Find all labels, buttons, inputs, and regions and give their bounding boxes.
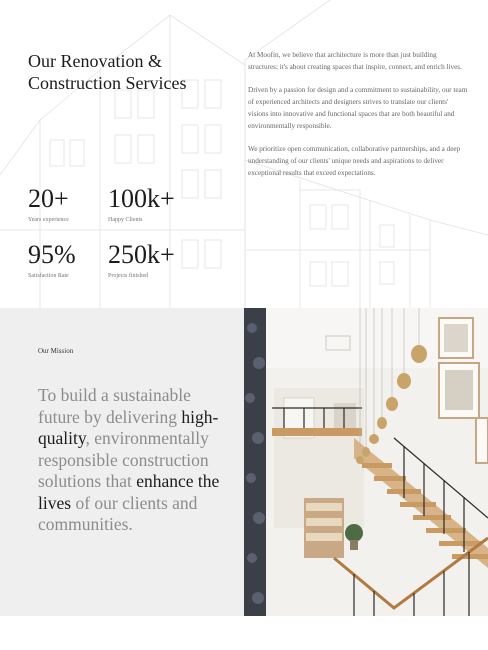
stat-satisfaction-rate	[28, 241, 76, 280]
stat-projects-finished	[108, 241, 175, 280]
services-title-line2: Construction Services	[28, 73, 187, 93]
mission-text: of our clients and communities.	[38, 492, 198, 534]
stat-value: 100k+	[108, 184, 175, 213]
mission-highlight: enhance the lives	[38, 471, 220, 513]
stat-label: Years experience	[28, 217, 69, 223]
services-section	[0, 0, 488, 308]
stat-label: Happy Clients	[108, 217, 143, 223]
stat-value: 95%	[28, 240, 76, 269]
stat-happy-clients	[108, 185, 175, 224]
stat-years-experience	[28, 185, 69, 224]
mission-highlight: high-quality	[38, 406, 219, 448]
description-paragraph: Driven by a passion for design and a commitment to sustainability, our team of experienced architects and designers strives to translate our clients' visions into innovative and functional spaces that are both beautiful and environmentally responsible.	[248, 86, 468, 130]
mission-text: To build a sustainable future by delivering	[38, 385, 191, 427]
stat-value: 250k+	[108, 240, 175, 269]
services-title-line1: Our Renovation &	[28, 51, 162, 71]
staircase-interior-photo	[244, 308, 488, 616]
description-paragraph: At Moofin, we believe that architecture is more than just building structures; it's about creating spaces that inspire, connect, and enrich lives.	[248, 51, 462, 71]
mission-section	[0, 308, 244, 616]
description-paragraph: We prioritize open communication, collaborative partnerships, and a deep understanding of our clients' unique needs and aspirations to deliver exceptional results that exceed expectations.	[248, 145, 461, 177]
mission-statement	[38, 385, 228, 536]
mission-text: , environmentally responsible construction solutions that	[38, 428, 209, 491]
services-description	[248, 49, 468, 190]
services-title	[28, 50, 186, 94]
stat-label: Satisfaction Rate	[28, 273, 69, 279]
stat-label: Projects finished	[108, 273, 149, 279]
page-footer-space	[0, 616, 488, 650]
mission-label: Our Mission	[38, 347, 74, 355]
staircase-photo-illustration	[244, 308, 488, 616]
stat-value: 20+	[28, 184, 69, 213]
